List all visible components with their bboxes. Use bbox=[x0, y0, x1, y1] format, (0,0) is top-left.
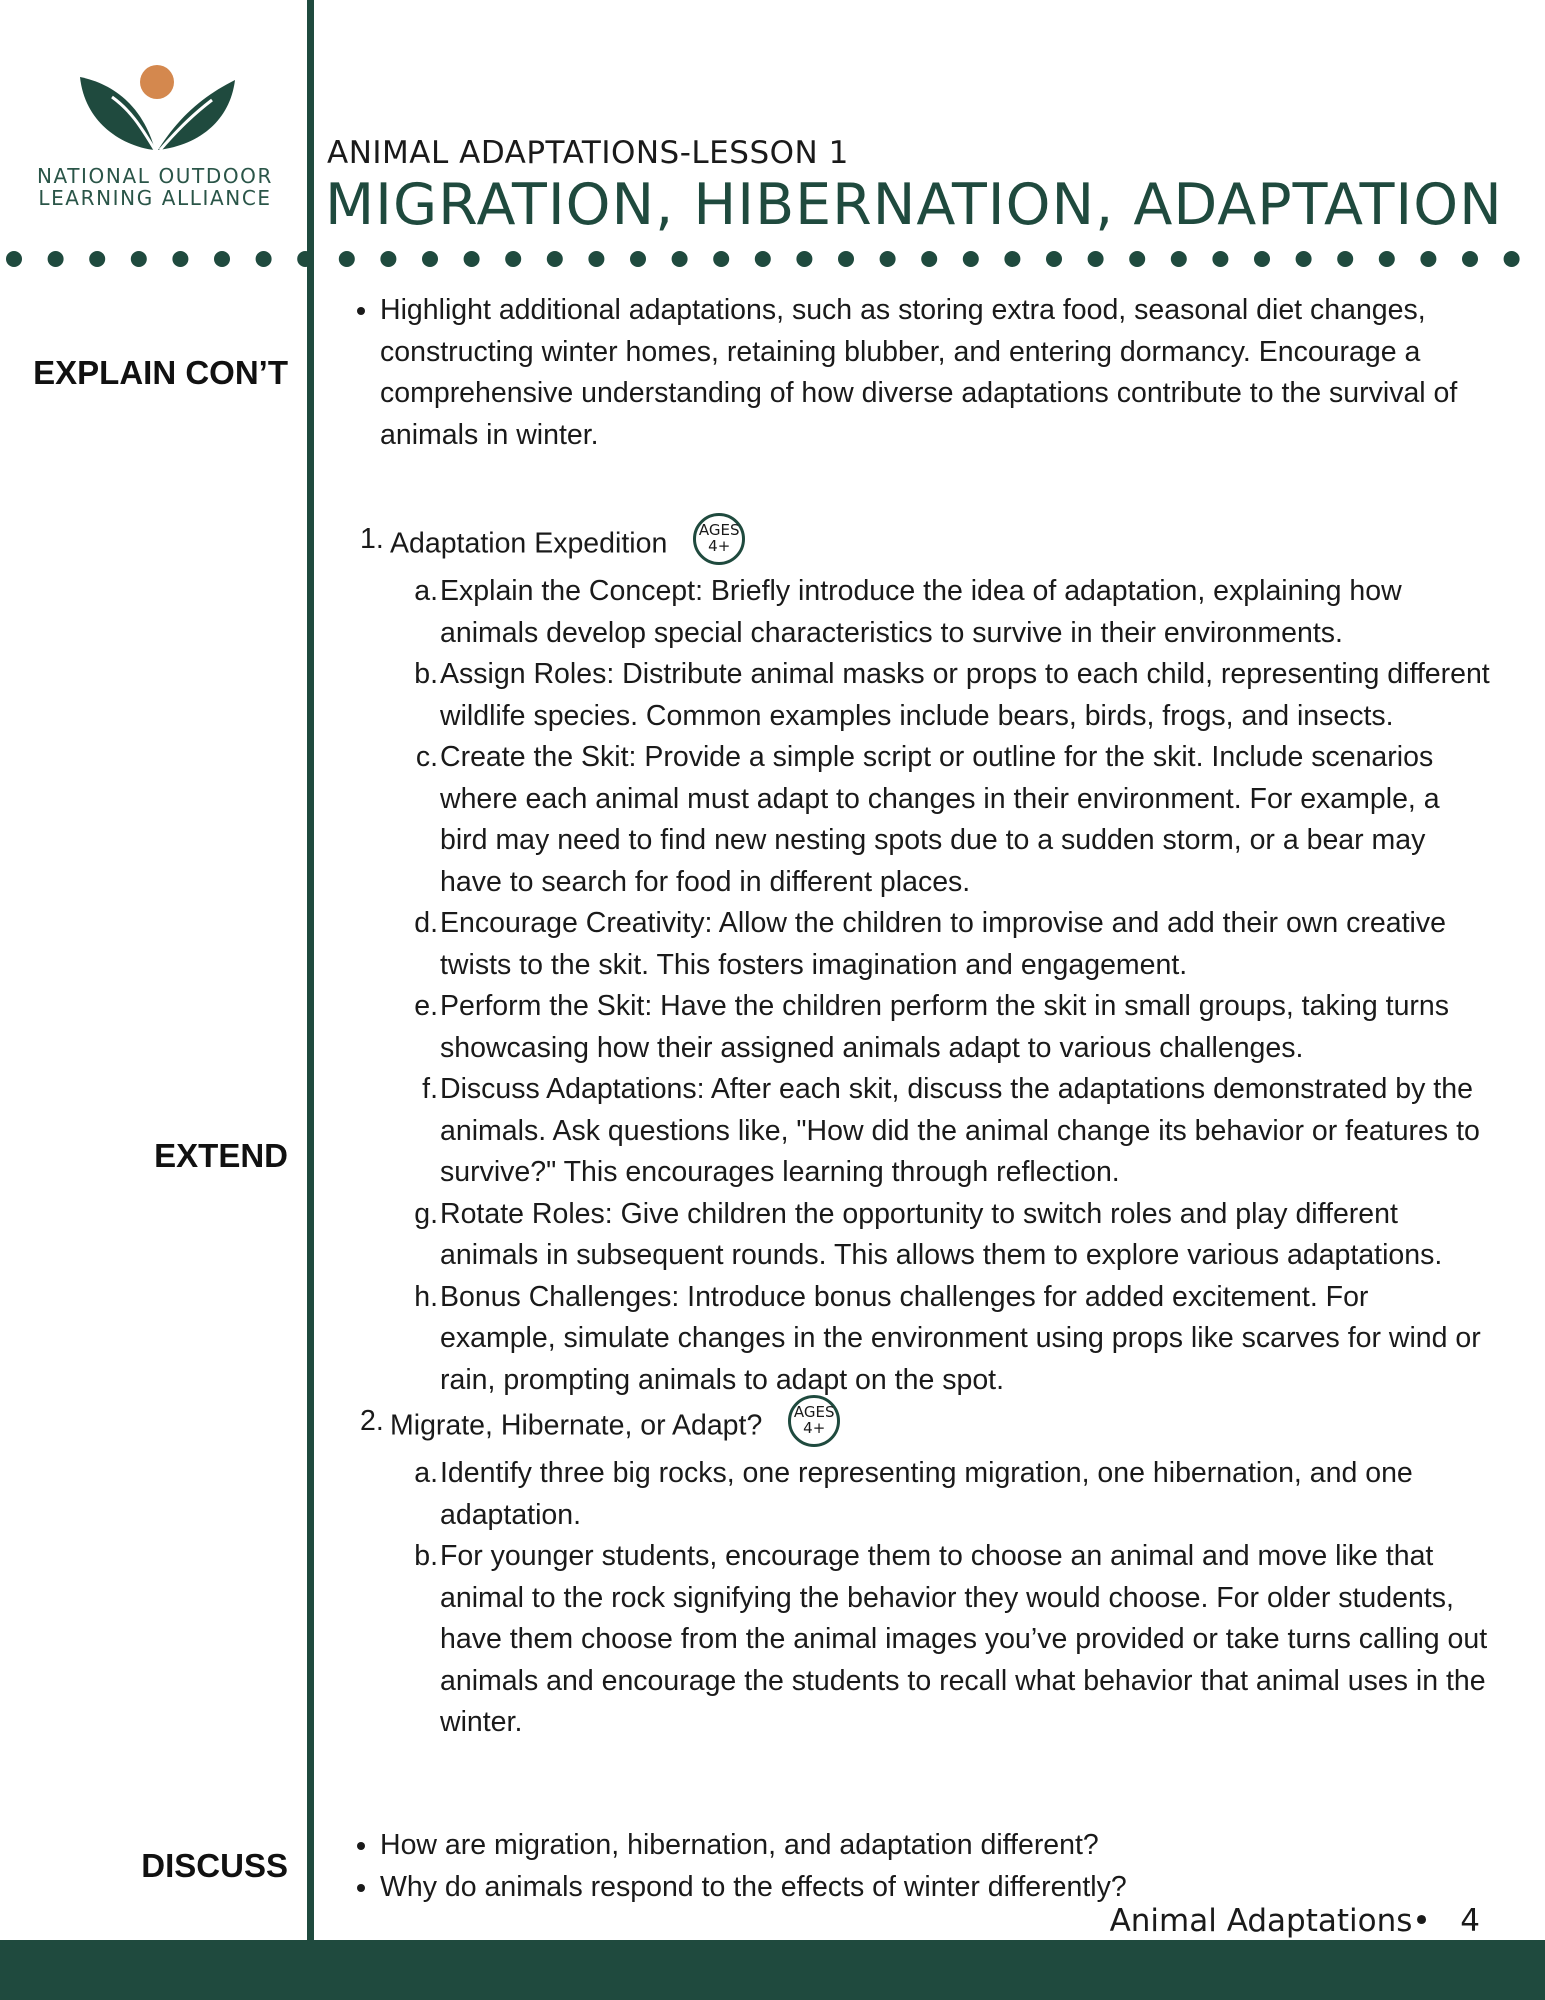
org-name-line1: NATIONAL OUTDOOR bbox=[36, 164, 274, 188]
divider-dot bbox=[380, 251, 396, 267]
divider-dot bbox=[1462, 251, 1478, 267]
divider-dot bbox=[880, 251, 896, 267]
activity-number: 2. bbox=[360, 1405, 384, 1437]
divider-dot bbox=[796, 251, 812, 267]
list-item bbox=[340, 737, 1490, 903]
step-text: Create the Skit: Provide a simple script or outline for the skit. Include scenarios where each animal must adapt to changes in their environment. For example, a bird may need to find new nesting spots due to a sudden storm, or a bear may have to search for food in different places. bbox=[440, 741, 1440, 898]
divider-dot bbox=[48, 251, 64, 267]
step-letter: a. bbox=[414, 1457, 438, 1489]
explain-content bbox=[340, 290, 1490, 456]
ages-badge-value: 4+ bbox=[803, 1419, 826, 1437]
step-text: Discuss Adaptations: After each skit, discuss the adaptations demonstrated by the animals. Ask questions like, "How did the animal change its behavior or features to survive?" This encourages learning through reflection. bbox=[440, 1073, 1480, 1188]
divider-dot bbox=[172, 251, 188, 267]
divider-dot bbox=[505, 251, 521, 267]
divider-dot bbox=[464, 251, 480, 267]
divider-dot bbox=[1296, 251, 1312, 267]
discuss-bullet: • Why do animals respond to the effects of winter differently? bbox=[380, 1867, 1490, 1909]
step-text: Explain the Concept: Briefly introduce the idea of adaptation, explaining how animals develop special characteristics to survive in their environments. bbox=[440, 575, 1402, 649]
list-item bbox=[340, 903, 1490, 986]
step-text: Perform the Skit: Have the children perform the skit in small groups, taking turns showcasing how their assigned animals adapt to various challenges. bbox=[440, 990, 1450, 1064]
vertical-divider bbox=[307, 0, 314, 1940]
section-label-extend: EXTEND bbox=[154, 1137, 288, 1174]
bullet-separator-icon: • bbox=[1412, 1903, 1461, 1939]
step-letter: b. bbox=[414, 1540, 438, 1572]
divider-dot bbox=[921, 251, 937, 267]
list-item bbox=[340, 1536, 1490, 1744]
extend-content bbox=[340, 519, 1490, 1744]
step-letter: g. bbox=[414, 1197, 438, 1230]
divider-dot bbox=[214, 251, 230, 267]
divider-dot bbox=[1420, 251, 1436, 267]
ages-badge-label: AGES bbox=[793, 1403, 835, 1421]
step-text: Encourage Creativity: Allow the children to improvise and add their own creative twists to the skit. This fosters imagination and engagement. bbox=[440, 907, 1446, 981]
divider-dot bbox=[838, 251, 854, 267]
activity-title: Adaptation Expedition bbox=[390, 527, 668, 560]
explain-bullet: • Highlight additional adaptations, such as storing extra food, seasonal diet changes, constructing winter homes, retaining blubber, and entering dormancy. Encourage a comprehensive understanding of how diverse adaptations contribute to the survival of animals in winter. bbox=[380, 290, 1490, 456]
ages-badge bbox=[788, 1395, 840, 1447]
step-letter: d. bbox=[414, 907, 438, 939]
footer-title: Animal Adaptations bbox=[1109, 1903, 1413, 1939]
page-footer bbox=[1110, 1903, 1480, 1939]
divider-dot bbox=[1088, 251, 1104, 267]
divider-dot bbox=[547, 251, 563, 267]
page-number: 4 bbox=[1460, 1903, 1480, 1939]
org-name bbox=[30, 165, 280, 209]
divider-dot bbox=[1212, 251, 1228, 267]
ages-badge bbox=[693, 513, 745, 565]
divider-dot bbox=[422, 251, 438, 267]
org-logo bbox=[30, 55, 280, 215]
step-text: Rotate Roles: Give children the opportunity to switch roles and play different animals in subsequent rounds. This allows them to explore various adaptations. bbox=[440, 1197, 1443, 1271]
list-item bbox=[340, 654, 1490, 737]
divider-dot bbox=[588, 251, 604, 267]
step-letter: c. bbox=[415, 741, 438, 773]
activity-number: 1. bbox=[360, 523, 384, 555]
divider-dot bbox=[1004, 251, 1020, 267]
divider-dot bbox=[1504, 251, 1520, 267]
discuss-bullet: • How are migration, hibernation, and adaptation different? bbox=[380, 1825, 1490, 1867]
divider-dot bbox=[1379, 251, 1395, 267]
list-item bbox=[340, 1277, 1490, 1402]
divider-dot bbox=[297, 251, 313, 267]
list-item bbox=[340, 1453, 1490, 1536]
activity-title: Migrate, Hibernate, or Adapt? bbox=[390, 1409, 763, 1442]
ages-badge-label: AGES bbox=[698, 521, 740, 539]
step-letter: h. bbox=[414, 1280, 438, 1313]
step-text: Assign Roles: Distribute animal masks or props to each child, representing different wildlife species. Common examples include bears, birds, frogs, and insects. bbox=[440, 658, 1490, 732]
divider-dot bbox=[713, 251, 729, 267]
leaf-sun-icon bbox=[30, 55, 280, 165]
step-letter: f. bbox=[422, 1073, 438, 1105]
step-letter: b. bbox=[414, 658, 438, 690]
divider-dot bbox=[1171, 251, 1187, 267]
divider-dot bbox=[6, 251, 22, 267]
divider-dot bbox=[131, 251, 147, 267]
divider-dot bbox=[256, 251, 272, 267]
discuss-content bbox=[340, 1825, 1490, 1908]
step-letter: a. bbox=[414, 575, 438, 607]
divider-dot bbox=[1129, 251, 1145, 267]
divider-dot bbox=[963, 251, 979, 267]
list-item bbox=[340, 1194, 1490, 1277]
divider-dot bbox=[1337, 251, 1353, 267]
list-item bbox=[340, 571, 1490, 654]
section-label-discuss: DISCUSS bbox=[141, 1847, 288, 1884]
step-letter: e. bbox=[414, 990, 438, 1022]
footer-bar bbox=[0, 1940, 1545, 2000]
divider-dot bbox=[672, 251, 688, 267]
divider-dot bbox=[89, 251, 105, 267]
step-text: For younger students, encourage them to choose an animal and move like that animal to the rock signifying the behavior they would choose. For older students, have them choose from the animal images you’ve provided or take turns calling out animals and encourage the students to recall what behavior that animal uses in the winter. bbox=[440, 1540, 1488, 1738]
page-title: MIGRATION, HIBERNATION, ADAPTATION bbox=[325, 172, 1503, 238]
divider-dot bbox=[339, 251, 355, 267]
activity-1 bbox=[340, 519, 1490, 571]
section-label-explain: EXPLAIN CON’T bbox=[33, 354, 288, 391]
step-text: Identify three big rocks, one representing migration, one hibernation, and one adaptation. bbox=[440, 1457, 1413, 1531]
divider-dot bbox=[755, 251, 771, 267]
list-item bbox=[340, 1069, 1490, 1194]
divider-dot bbox=[1254, 251, 1270, 267]
org-name-line2: LEARNING ALLIANCE bbox=[38, 186, 272, 210]
lesson-subtitle: ANIMAL ADAPTATIONS-LESSON 1 bbox=[327, 135, 849, 171]
divider-dot bbox=[630, 251, 646, 267]
step-text: Bonus Challenges: Introduce bonus challenges for added excitement. For example, simulate changes in the environment using props like scarves for wind or rain, prompting animals to adapt on the spot. bbox=[440, 1280, 1481, 1396]
activity-2 bbox=[340, 1401, 1490, 1453]
dotted-divider bbox=[0, 248, 1545, 270]
ages-badge-value: 4+ bbox=[708, 537, 731, 555]
divider-dot bbox=[1046, 251, 1062, 267]
list-item bbox=[340, 986, 1490, 1069]
